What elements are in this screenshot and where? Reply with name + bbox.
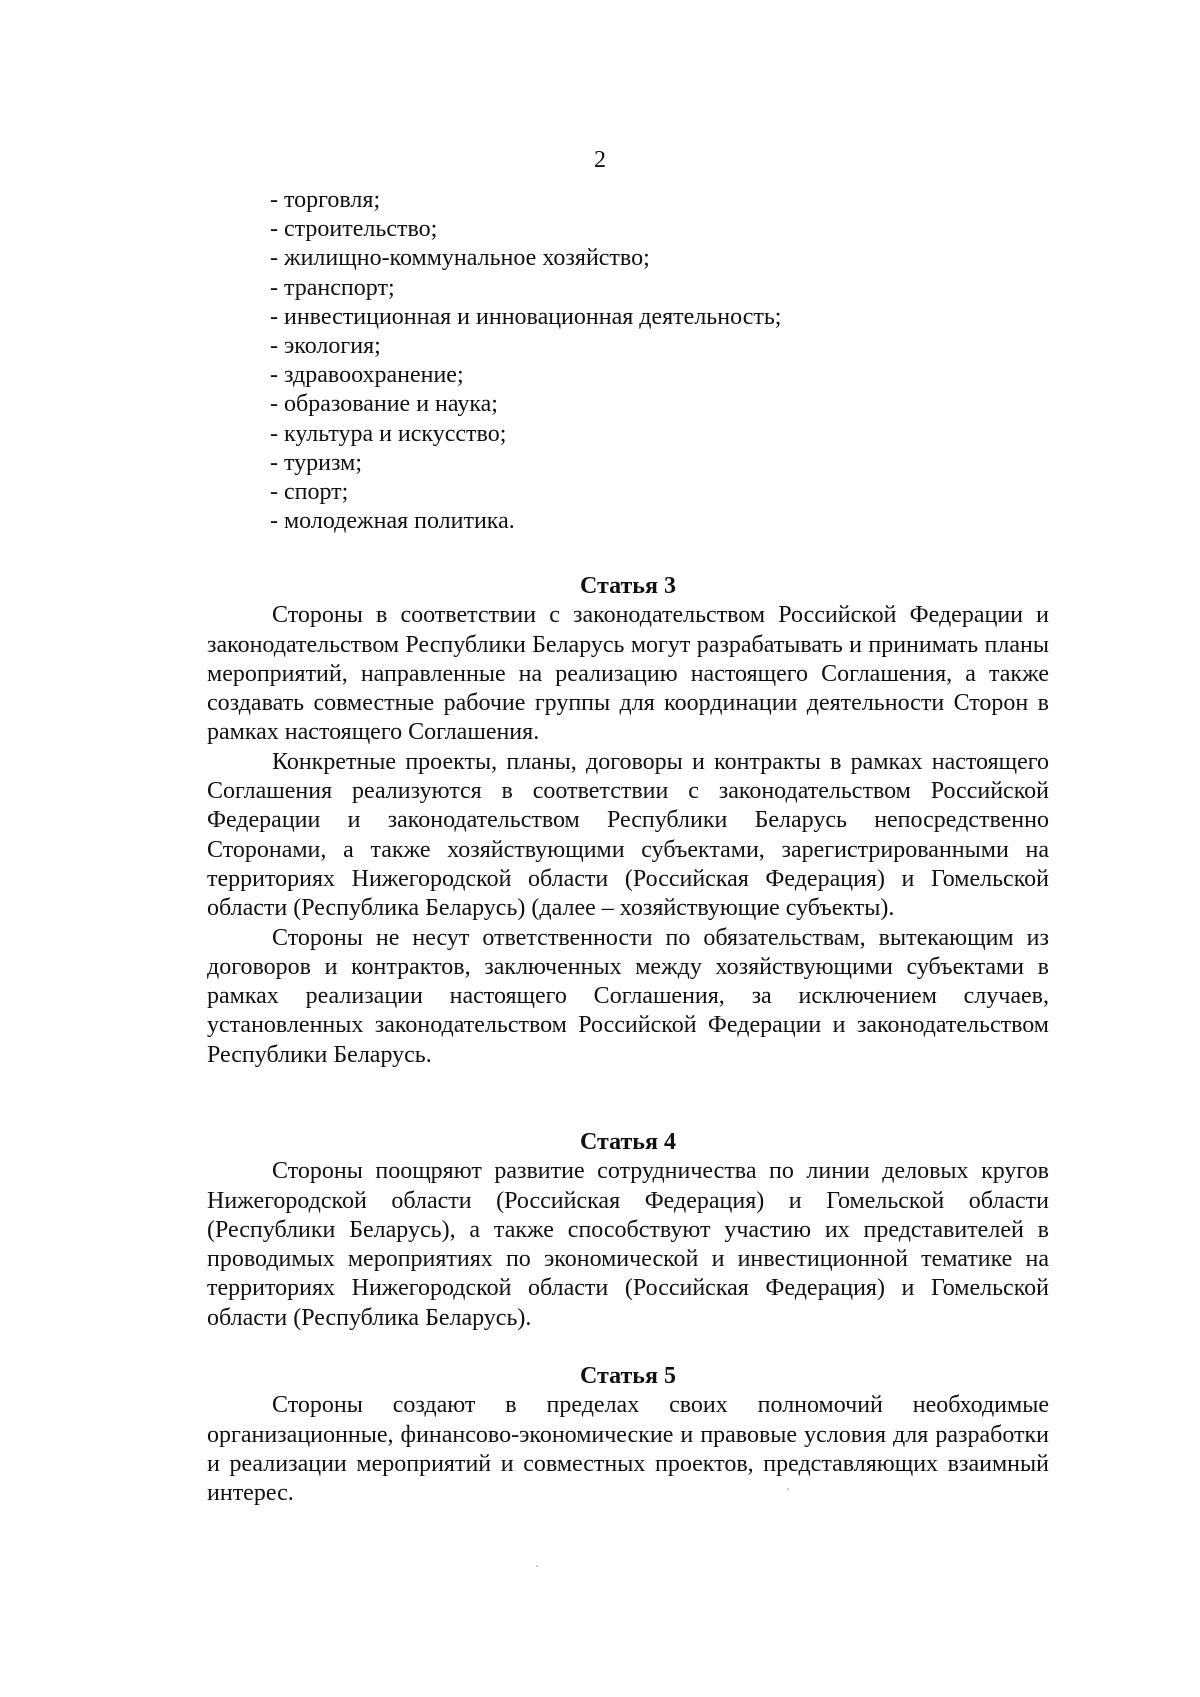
article-paragraph: Конкретные проекты, планы, договоры и контракты в рамках настоящего Соглашения реализуются в соответствии с законодательством Российской Федерации и законодательством Республики Беларусь непосредственно Сторонами, а также хозяйствующими субъектами, зарегистрированными на территориях Нижегородской области (Российская Федерация) и Гомельской области (Республика Беларусь) (далее – хозяйствующие субъекты). <box>207 748 1049 922</box>
article-5 <box>207 1362 1049 1508</box>
list-item: - образование и наука; <box>270 391 498 418</box>
list-item: - инвестиционная и инновационная деятельность; <box>270 303 782 330</box>
article-title: Статья 4 <box>580 1129 676 1155</box>
list-item: - транспорт; <box>270 274 395 301</box>
list-item: - культура и искусство; <box>270 420 507 447</box>
list-item: - здравоохранение; <box>270 362 464 389</box>
scan-speck <box>536 1565 538 1567</box>
article-title: Статья 3 <box>580 573 676 599</box>
list-item: - строительство; <box>270 216 438 243</box>
article-4 <box>207 1128 1049 1333</box>
list-item: - спорт; <box>270 479 349 506</box>
article-paragraph: Стороны создают в пределах своих полномочий необходимые организационные, финансово-экономические и правовые условия для разработки и реализации мероприятий и совместных проектов, представляющих взаимный интерес. <box>207 1392 1049 1507</box>
article-3 <box>207 572 1049 1070</box>
page-number: 2 <box>594 147 606 173</box>
article-title: Статья 5 <box>580 1363 676 1389</box>
article-paragraph: Стороны поощряют развитие сотрудничества по линии деловых кругов Нижегородской области (Российская Федерация) и Гомельской области (Республики Беларусь), а также способствуют участию их представителей в проводимых мероприятиях по экономической и инвестиционной тематике на территориях Нижегородской области (Российская Федерация) и Гомельской области (Республика Беларусь). <box>207 1158 1049 1331</box>
list-item: - торговля; <box>270 187 381 213</box>
cooperation-areas-list <box>270 186 781 536</box>
list-item: - экология; <box>270 333 381 360</box>
scan-speck <box>787 1488 789 1490</box>
list-item: - жилищно-коммунальное хозяйство; <box>270 245 650 272</box>
article-paragraph: Стороны в соответствии с законодательством Российской Федерации и законодательством Республики Беларусь могут разрабатывать и принимать планы мероприятий, направленные на реализацию настоящего Соглашения, а также создавать совместные рабочие группы для координации деятельности Сторон в рамках настоящего Соглашения. <box>207 602 1049 746</box>
article-paragraph: Стороны не несут ответственности по обязательствам, вытекающим из договоров и контрактов, заключенных между хозяйствующими субъектами в рамках реализации настоящего Соглашения, за исключением случаев, установленных законодательством Российской Федерации и законодательством Республики Беларусь. <box>207 924 1049 1068</box>
list-item: - молодежная политика. <box>270 508 515 535</box>
list-item: - туризм; <box>270 449 363 476</box>
